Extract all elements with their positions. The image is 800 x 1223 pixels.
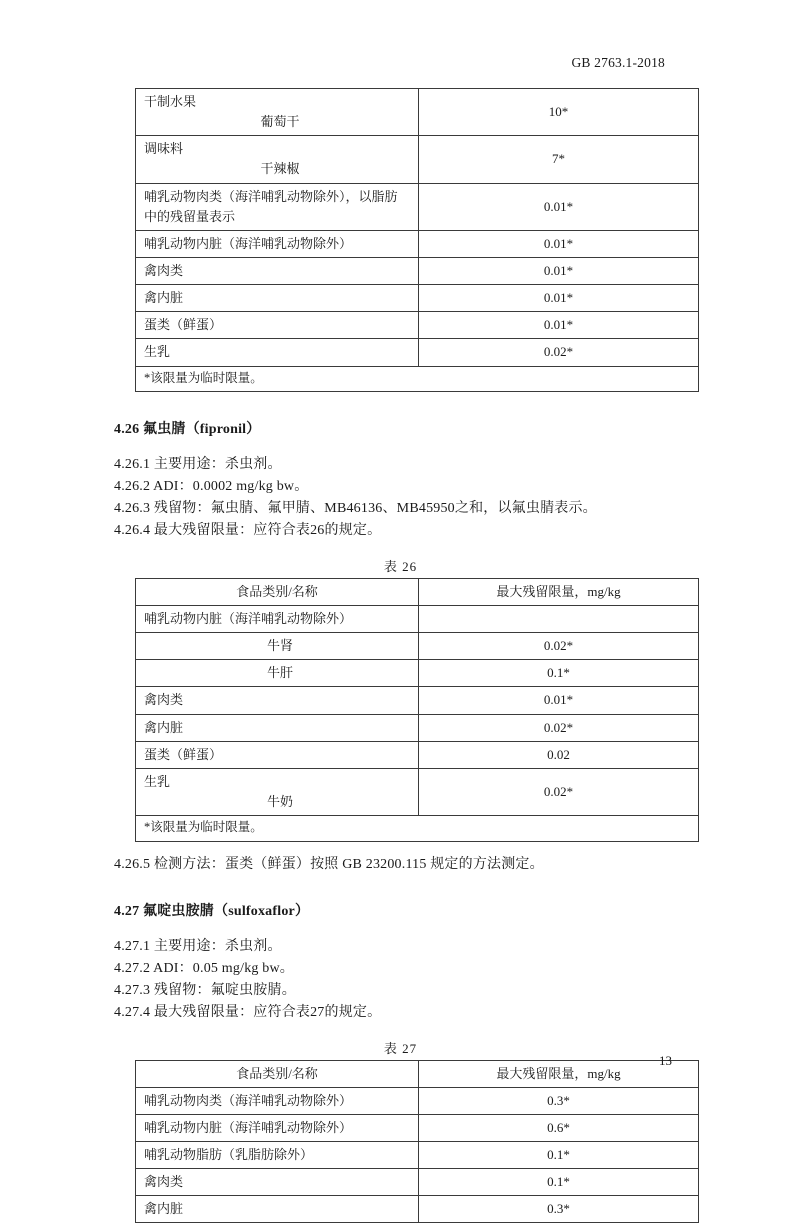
category-sub: 葡萄干 (260, 114, 300, 130)
table-header-row (136, 578, 699, 605)
page-number: 13 (659, 1053, 672, 1068)
table-cell-value: 0.01* (419, 183, 699, 230)
table-cell-value: 0.3* (419, 1196, 699, 1223)
table-27 (135, 1060, 699, 1223)
section-427-residue: 4.27.3 残留物：氟啶虫胺腈。 (114, 982, 296, 998)
page-content (114, 88, 686, 1223)
section-426-residue: 4.26.3 残留物：氟虫腈、氟甲腈、MB46136、MB45950之和，以氟虫腈表示。 (114, 500, 597, 516)
table-cell-category (136, 633, 419, 660)
table-cell-category: 禽内脏 (136, 1196, 419, 1223)
table-row (136, 714, 699, 741)
table-26 (135, 578, 699, 842)
category-main: 生乳 (144, 773, 171, 789)
table-cell-value: 0.01* (419, 285, 699, 312)
section-426-method: 4.26.5 检测方法：蛋类（鲜蛋）按照 GB 23200.115 规定的方法测定。 (114, 856, 544, 872)
section-426-use: 4.26.1 主要用途：杀虫剂。 (114, 456, 282, 472)
table-cell-category: 蛋类（鲜蛋） (136, 741, 419, 768)
table-row (136, 339, 699, 366)
table-cell-category: 哺乳动物内脏（海洋哺乳动物除外） (136, 230, 419, 257)
category-sub: 干辣椒 (260, 161, 300, 177)
table-cell-value (419, 606, 699, 633)
table-row (136, 660, 699, 687)
table-cell-category: 哺乳动物内脏（海洋哺乳动物除外） (136, 1114, 419, 1141)
table-row (136, 1169, 699, 1196)
table-cell-value: 0.02 (419, 741, 699, 768)
table-26-header-value: 最大残留限量，mg/kg (419, 578, 699, 605)
table-cell-value: 0.02* (419, 714, 699, 741)
table-cell-value: 0.1* (419, 1141, 699, 1168)
table-cell-category: 哺乳动物肉类（海洋哺乳动物除外），以脂肪中的残留量表示 (136, 183, 419, 230)
table-cell-category: 禽内脏 (136, 285, 419, 312)
table-cell-category (136, 768, 419, 815)
table-26-caption: 表 26 (383, 558, 418, 574)
table-cell-value: 7* (419, 136, 699, 183)
table-cell-category (136, 660, 419, 687)
table-27-header-category: 食品类别/名称 (136, 1060, 419, 1087)
table-row (136, 741, 699, 768)
table-row (136, 312, 699, 339)
table-footnote: *该限量为临时限量。 (136, 366, 699, 391)
table-cell-value: 0.02* (419, 633, 699, 660)
table-cell-category: 哺乳动物肉类（海洋哺乳动物除外） (136, 1087, 419, 1114)
section-427-adi: 4.27.2 ADI：0.05 mg/kg bw。 (114, 960, 294, 976)
category-sub: 牛奶 (266, 794, 293, 810)
table-cell-value: 0.3* (419, 1087, 699, 1114)
table-row (136, 230, 699, 257)
table-27-header-value: 最大残留限量，mg/kg (419, 1060, 699, 1087)
table-cell-value: 0.02* (419, 339, 699, 366)
table-row (136, 1087, 699, 1114)
section-427-mrl: 4.27.4 最大残留限量：应符合表27的规定。 (114, 1004, 382, 1020)
table-row (136, 285, 699, 312)
category-main: 调味料 (144, 141, 184, 157)
table-cell-value: 0.1* (419, 660, 699, 687)
table-cell-category: 生乳 (136, 339, 419, 366)
section-heading-427: 4.27 氟啶虫胺腈（sulfoxaflor） (114, 903, 310, 919)
table-cell-category: 禽肉类 (136, 257, 419, 284)
table-cell-value: 0.02* (419, 768, 699, 815)
category-sub: 牛肾 (266, 638, 293, 654)
table-cell-category: 哺乳动物脂肪（乳脂肪除外） (136, 1141, 419, 1168)
table-cell-value: 0.1* (419, 1169, 699, 1196)
table-26-header-category: 食品类别/名称 (136, 578, 419, 605)
running-header: GB 2763.1-2018 (571, 55, 665, 70)
table-cell-value: 0.01* (419, 257, 699, 284)
table-cell-category: 禽肉类 (136, 687, 419, 714)
table-cell-category (136, 89, 419, 136)
continued-residue-table (135, 88, 699, 392)
table-cell-value: 0.6* (419, 1114, 699, 1141)
table-row (136, 768, 699, 815)
category-sub: 牛肝 (266, 665, 293, 681)
table-cell-category (136, 136, 419, 183)
table-row (136, 1196, 699, 1223)
category-main: 干制水果 (144, 94, 197, 109)
table-footnote: *该限量为临时限量。 (136, 816, 699, 841)
table-row (136, 1141, 699, 1168)
table-footnote-row (136, 366, 699, 391)
section-heading-426: 4.26 氟虫腈（fipronil） (114, 421, 261, 437)
section-427-use: 4.27.1 主要用途：杀虫剂。 (114, 938, 282, 954)
table-cell-category: 哺乳动物内脏（海洋哺乳动物除外） (136, 606, 419, 633)
table-row (136, 183, 699, 230)
table-cell-category: 禽肉类 (136, 1169, 419, 1196)
table-row (136, 633, 699, 660)
table-cell-category: 禽内脏 (136, 714, 419, 741)
table-27-caption: 表 27 (383, 1040, 418, 1056)
table-cell-value: 0.01* (419, 687, 699, 714)
table-header-row (136, 1060, 699, 1087)
table-cell-category: 蛋类（鲜蛋） (136, 312, 419, 339)
table-cell-value: 0.01* (419, 230, 699, 257)
table-row (136, 89, 699, 136)
table-row (136, 136, 699, 183)
table-cell-value: 10* (419, 89, 699, 136)
table-row (136, 606, 699, 633)
section-426-mrl: 4.26.4 最大残留限量：应符合表26的规定。 (114, 522, 382, 538)
table-footnote-row (136, 816, 699, 841)
table-row (136, 1114, 699, 1141)
table-row (136, 257, 699, 284)
section-426-adi: 4.26.2 ADI：0.0002 mg/kg bw。 (114, 478, 309, 494)
table-cell-value: 0.01* (419, 312, 699, 339)
table-row (136, 687, 699, 714)
